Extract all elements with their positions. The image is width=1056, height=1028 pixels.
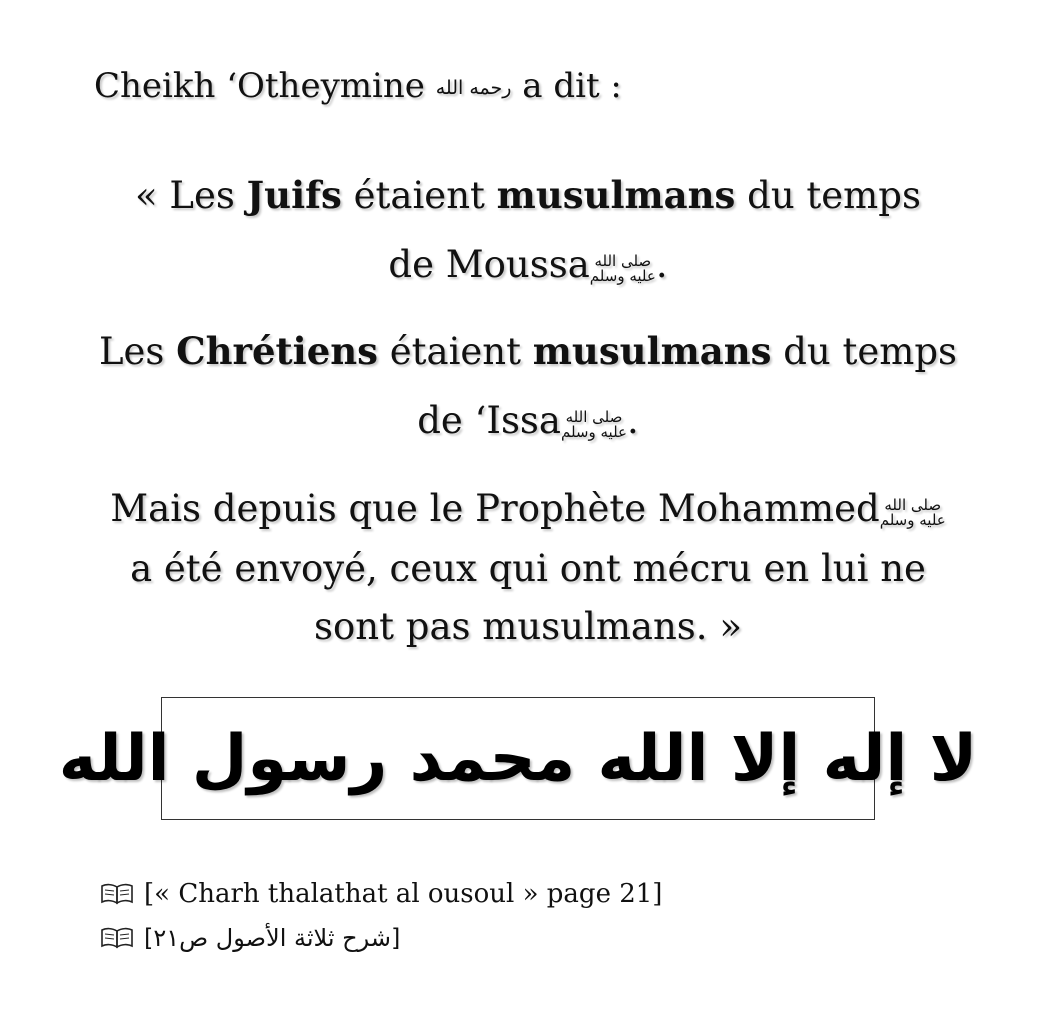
quote-text: . <box>655 243 668 286</box>
quote-text: « Les <box>135 174 235 217</box>
quote-text: de ‘Issa <box>417 399 561 442</box>
reference-french <box>100 876 662 912</box>
intro-suffix: a dit : <box>522 66 622 106</box>
reference-french-text: [« Charh thalathat al ousoul » page 21] <box>144 879 663 909</box>
reference-arabic <box>100 920 400 956</box>
quote-text: du temps <box>783 330 958 373</box>
intro-prefix: Cheikh ‘Otheymine <box>94 66 425 106</box>
quote-line-5 <box>0 484 1056 534</box>
quote-text: sont pas musulmans. » <box>314 605 742 648</box>
quote-line-1 <box>0 170 1056 221</box>
quote-text: Mais depuis que le Prophète Mohammed <box>110 487 880 530</box>
salawat-honorific: صلى الله عليه وسلم <box>560 408 627 441</box>
salawat-honorific: صلى الله عليه وسلم <box>589 252 656 285</box>
quote-line-7 <box>0 602 1056 652</box>
quote-bold-term: Chrétiens <box>176 329 378 373</box>
quote-line-3 <box>0 326 1056 377</box>
quote-text: de Moussa <box>388 243 590 286</box>
open-book-icon <box>100 927 134 949</box>
shahada-text: لا إله إلا الله محمد رسول الله <box>58 721 978 796</box>
reference-arabic-text: [شرح ثلاثة الأصول ص٢١] <box>144 924 401 952</box>
shahada-box <box>58 697 978 820</box>
intro-honorific: رحمه الله <box>435 77 512 99</box>
quote-text: Les <box>98 330 165 373</box>
quote-bold-term: musulmans <box>532 329 772 373</box>
quote-line-4 <box>0 396 1056 446</box>
quote-text: étaient <box>389 330 522 373</box>
quote-line-2 <box>0 240 1056 290</box>
quote-text: du temps <box>747 174 921 217</box>
quote-text: . <box>627 399 639 442</box>
intro-line <box>94 62 622 112</box>
quote-bold-term: musulmans <box>496 173 736 217</box>
quote-text: a été envoyé, ceux qui ont mécru en lui ne <box>130 547 926 590</box>
open-book-icon <box>100 883 134 905</box>
quote-line-6 <box>0 544 1056 594</box>
quote-bold-term: Juifs <box>246 173 342 217</box>
salawat-honorific: صلى الله عليه وسلم <box>879 496 946 529</box>
quote-text: étaient <box>353 174 485 217</box>
